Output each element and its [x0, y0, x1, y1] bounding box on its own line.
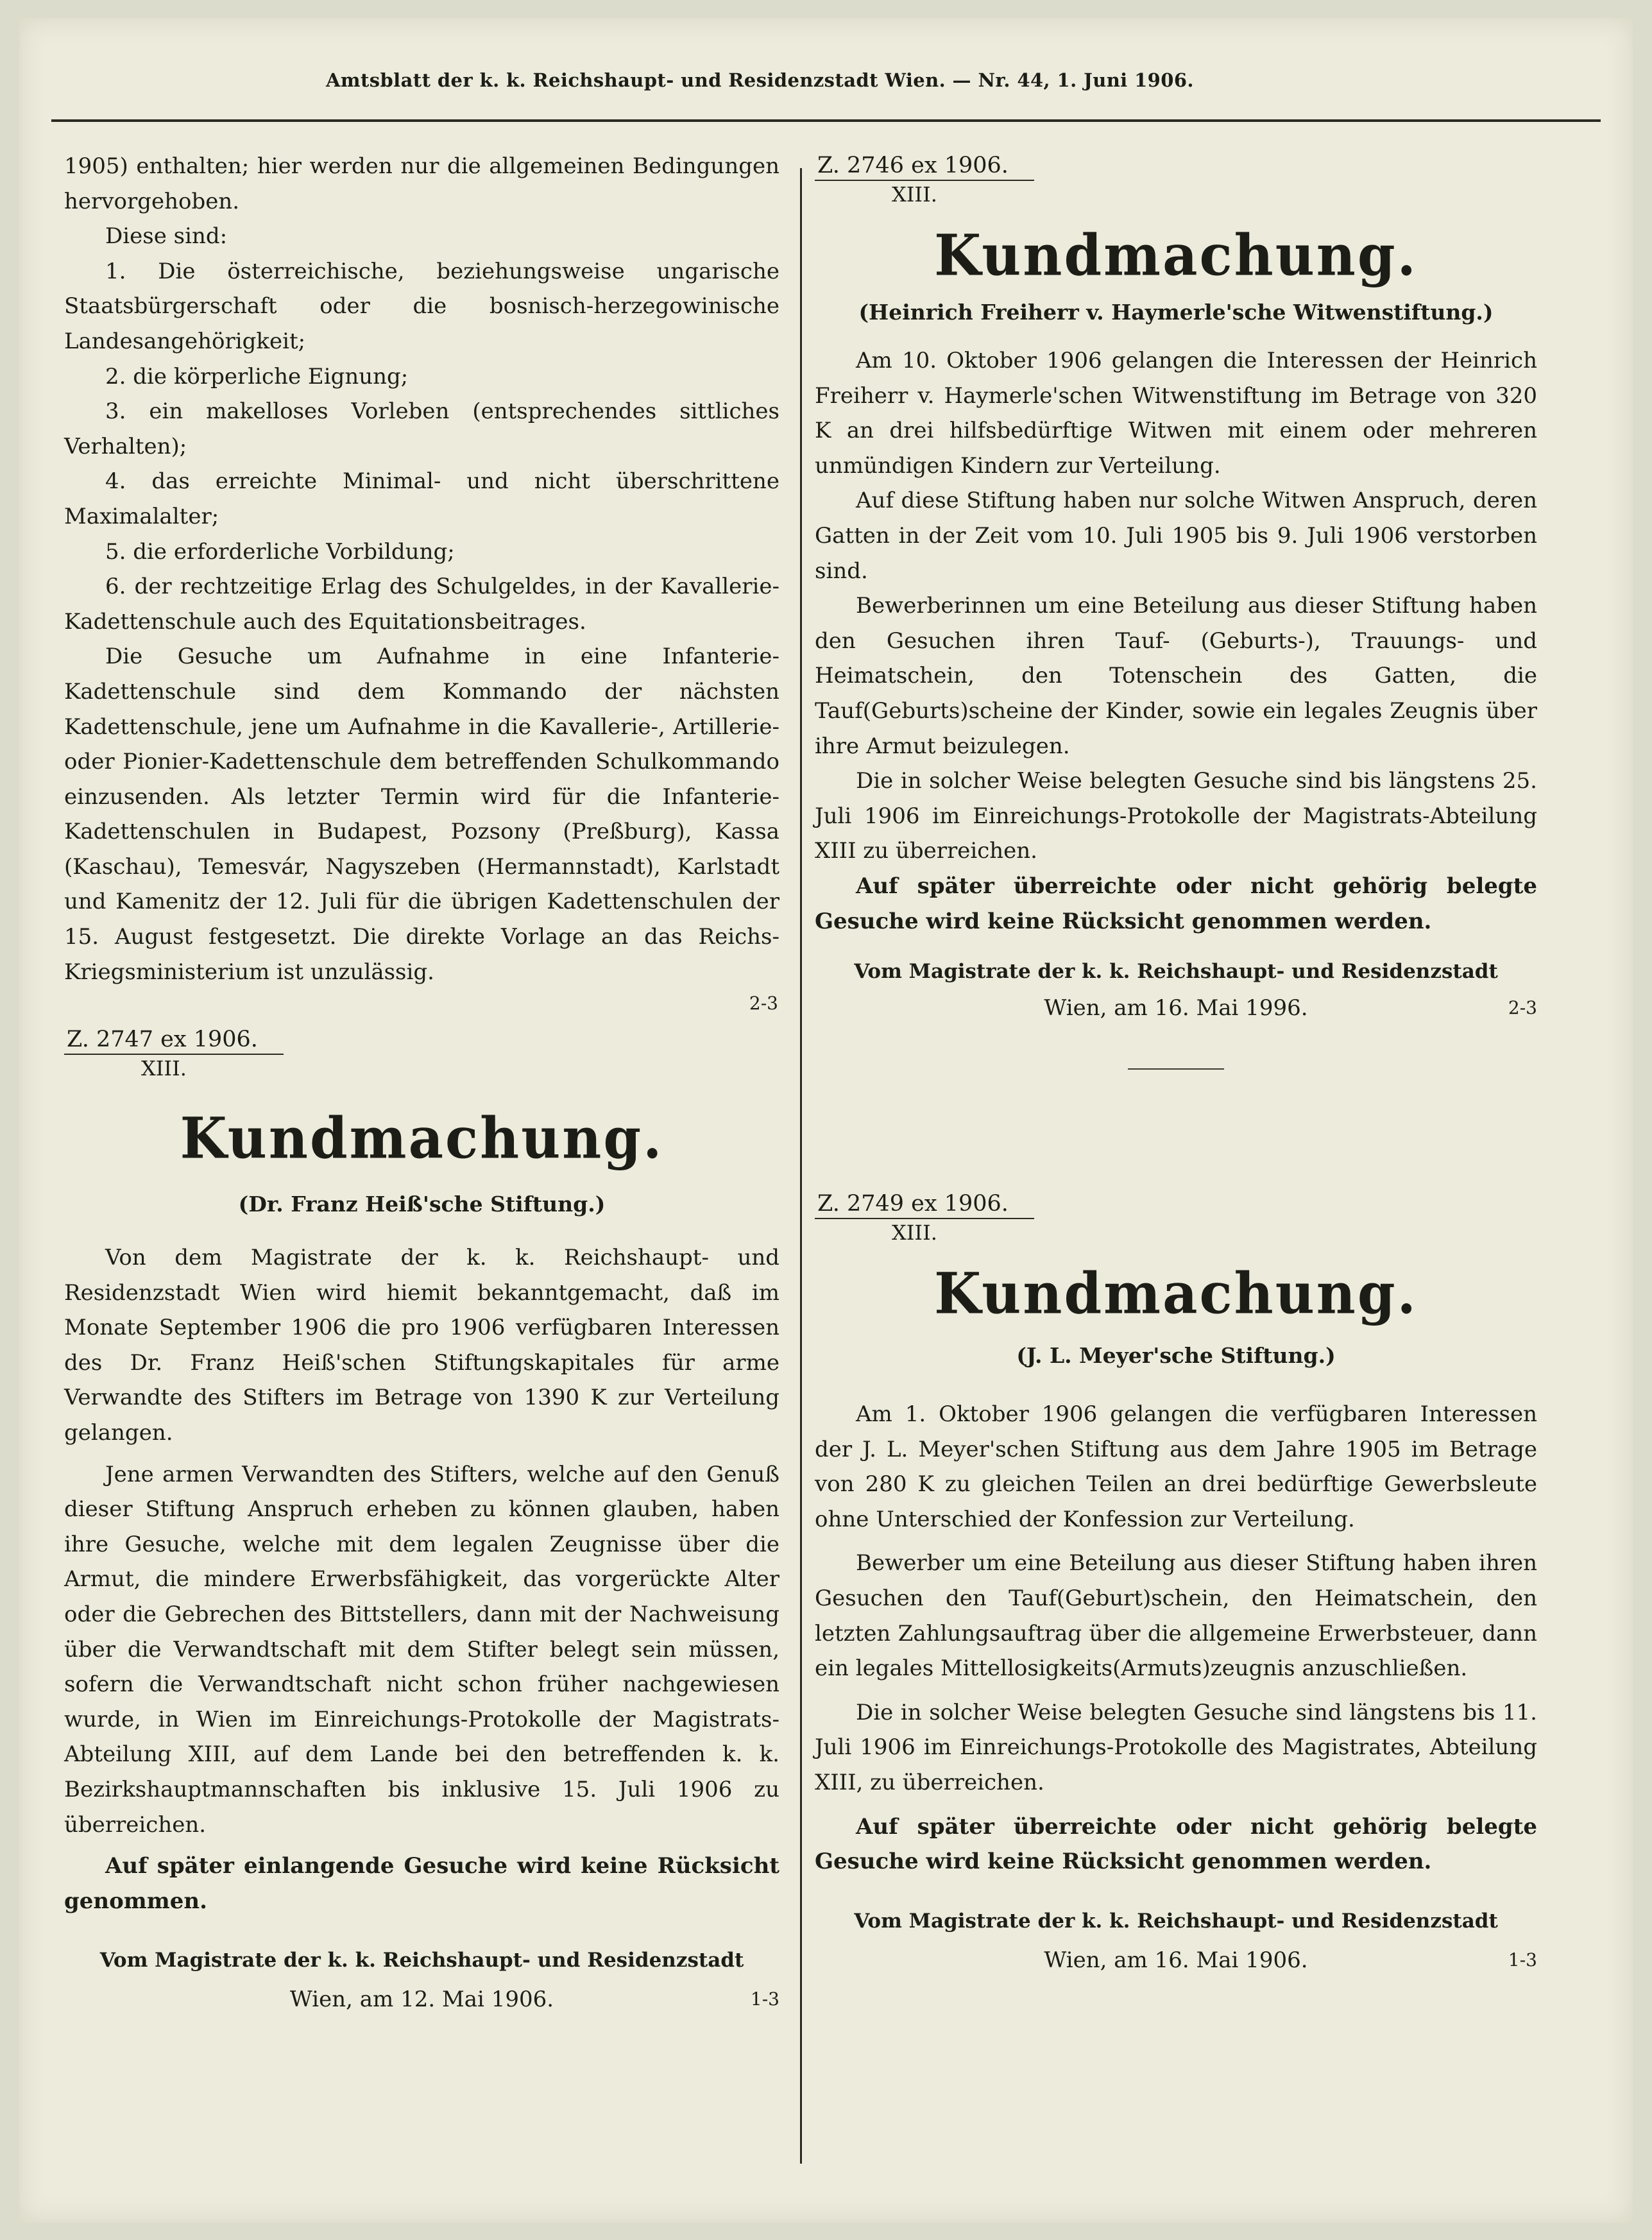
notice-headline: Kundmachung.	[934, 221, 1418, 289]
paragraph: Bewerber um eine Beteilung aus dieser Stiftung haben ihren Gesuchen den Tauf(Geburt)schein, den Heimatschein, den letzten Zahlungsauftrag über die allgemeine Erwerbsteuer, dann ein legales Mittellosigkeits(Armuts)zeugnis anzuschließen.	[815, 1550, 1537, 1682]
paragraph: Die in solcher Weise belegten Gesuche sind bis längstens 25. Juli 1906 im Einreichungs-Protokolle der Magistrats-Abteilung XIII zu überreichen.	[815, 768, 1537, 864]
notice-headline: Kundmachung.	[180, 1104, 664, 1172]
reference-number: Z. 2746 ex 1906.	[815, 151, 1034, 181]
paragraph: Von dem Magistrate der k. k. Reichshaupt- und Residenzstadt Wien wird hiemit bekanntgemacht, daß im Monate September 1906 die pro 1906 verfügbaren Interessen des Dr. Franz Heiß'schen Stiftungskapitales für arme Verwandte des Stifters im Betrage von 1390 K zur Verteilung gelangen.	[64, 1245, 779, 1446]
dateline	[64, 1981, 779, 2017]
paragraph-emphasis: Auf später überreichte oder nicht gehörig belegte Gesuche wird keine Rücksicht genommen werden.	[815, 1813, 1537, 1875]
notice-date: Wien, am 12. Mai 1906.	[289, 1987, 554, 2013]
paragraph-emphasis: Auf später einlangende Gesuche wird keine Rücksicht genommen.	[64, 1853, 779, 1914]
department-number: XIII.	[892, 182, 937, 207]
sequence-number: 1-3	[750, 1988, 779, 2010]
paragraph: Auf diese Stiftung haben nur solche Witwen Anspruch, deren Gatten in der Zeit vom 10. Juli 1905 bis 9. Juli 1906 verstorben sind.	[815, 488, 1537, 584]
notice-date: Wien, am 16. Mai 1906.	[1044, 1947, 1308, 1973]
sequence-number: 1-3	[1508, 1949, 1537, 1971]
list-item: 5. die erforderliche Vorbildung;	[105, 538, 455, 565]
department-number: XIII.	[892, 1220, 937, 1245]
paragraph: Die in solcher Weise belegten Gesuche sind längstens bis 11. Juli 1906 im Einreichungs-Protokolle des Magistrates, Abteilung XIII, zu überreichen.	[815, 1699, 1537, 1795]
page-header: Amtsblatt der k. k. Reichshaupt- und Residenzstadt Wien. — Nr. 44, 1. Juni 1906.	[326, 69, 1194, 91]
list-item: 2. die körperliche Eignung;	[105, 363, 409, 389]
list-item: 3. ein makelloses Vorleben (entsprechendes sittliches Verhalten);	[64, 398, 779, 459]
sequence-number: 2-3	[1508, 997, 1537, 1019]
signature-line: Vom Magistrate der k. k. Reichshaupt- und Residenzstadt	[854, 960, 1498, 984]
notice-haymerle	[815, 151, 1537, 1070]
paragraph: Bewerberinnen um eine Beteilung aus dieser Stiftung haben den Gesuchen ihren Tauf- (Geburts-), Trauungs- und Heimatschein, den Totenschein des Gatten, die Tauf(Geburts)scheine der Kinder, sowie ein legales Zeugnis über ihre Armut beizulegen.	[815, 593, 1537, 759]
dateline	[815, 990, 1537, 1026]
paragraph: 1905) enthalten; hier werden nur die allgemeinen Bedingungen hervorgehoben.	[64, 153, 779, 214]
notice-subtitle: (J. L. Meyer'sche Stiftung.)	[1016, 1343, 1336, 1368]
left-column-continuation	[64, 149, 779, 1018]
paragraph: Am 10. Oktober 1906 gelangen die Interessen der Heinrich Freiherr v. Haymerle'schen Witwenstiftung im Betrage von 320 K an drei hilfsbedürftige Witwen mit einem oder mehreren unmündigen Kindern zur Verteilung.	[815, 348, 1537, 479]
reference-number: Z. 2749 ex 1906.	[815, 1190, 1034, 1219]
notice-date: Wien, am 16. Mai 1996.	[1044, 995, 1308, 1022]
list-item: 1. Die österreichische, beziehungsweise ungarische Staatsbürgerschaft oder die bosnisch-herzegowinische Landesangehörigkeit;	[64, 258, 779, 354]
list-item: 6. der rechtzeitige Erlag des Schulgeldes, in der Kavallerie-Kadettenschule auch des Equitationsbeitrages.	[64, 574, 779, 635]
paragraph: Jene armen Verwandten des Stifters, welche auf den Genuß dieser Stiftung Anspruch erheben zu können glauben, haben ihre Gesuche, welche mit dem legalen Zeugnisse über die Armut, die mindere Erwerbsfähigkeit, das vorgerückte Alter oder die Gebrechen des Bittstellers, dann mit der Nachweisung über die Verwandtschaft mit dem Stifter belegt sein müssen, sofern die Verwandtschaft nicht schon früher nachgewiesen wurde, in Wien im Einreichungs-Protokolle der Magistrats-Abteilung XIII, auf dem Lande bei den betreffenden k. k. Bezirkshauptmannschaften bis inklusive 15. Juli 1906 zu überreichen.	[64, 1461, 779, 1838]
reference-number: Z. 2747 ex 1906.	[64, 1025, 284, 1055]
paragraph: Am 1. Oktober 1906 gelangen die verfügbaren Interessen der J. L. Meyer'schen Stiftung aus dem Jahre 1905 im Betrage von 280 K zu gleichen Teilen an drei bedürftige Gewerbsleute ohne Unterschied der Konfession zur Verteilung.	[815, 1401, 1537, 1532]
notice-meyer	[815, 1190, 1537, 1978]
paragraph: Die Gesuche um Aufnahme in eine Infanterie-Kadettenschule sind dem Kommando der nächsten Kadettenschule, jene um Aufnahme in die Kavallerie-, Artillerie- oder Pionier-Kadettenschule dem betreffenden Schulkommando einzusenden. Als letzter Termin wird für die Infanterie-Kadettenschulen in Budapest, Pozsony (Preßburg), Kassa (Kaschau), Temesvár, Nagyszeben (Hermannstadt), Karlstadt und Kamenitz der 12. Juli für die übrigen Kadettenschulen der 15. August festgesetzt. Die direkte Vorlage an das Reichs-Kriegsministerium ist unzulässig.	[64, 644, 779, 985]
notice-headline: Kundmachung.	[934, 1260, 1418, 1327]
notice-subtitle: (Dr. Franz Heiß'sche Stiftung.)	[238, 1192, 606, 1217]
notice-subtitle: (Heinrich Freiherr v. Haymerle'sche Witwenstiftung.)	[858, 300, 1494, 325]
department-number: XIII.	[141, 1056, 187, 1081]
column-divider	[800, 168, 802, 2164]
signature-line: Vom Magistrate der k. k. Reichshaupt- und Residenzstadt	[99, 1949, 744, 1972]
section-separator	[1128, 1068, 1224, 1070]
dateline	[815, 1942, 1537, 1978]
paragraph-emphasis: Auf später überreichte oder nicht gehörig belegte Gesuche wird keine Rücksicht genommen werden.	[815, 873, 1537, 934]
notice-heiss	[64, 1025, 779, 2017]
sequence-number: 2-3	[749, 993, 778, 1014]
paragraph: Diese sind:	[105, 223, 228, 250]
signature-line: Vom Magistrate der k. k. Reichshaupt- und Residenzstadt	[854, 1909, 1498, 1933]
header-rule	[51, 119, 1601, 122]
list-item: 4. das erreichte Minimal- und nicht überschrittene Maximalalter;	[64, 468, 779, 529]
